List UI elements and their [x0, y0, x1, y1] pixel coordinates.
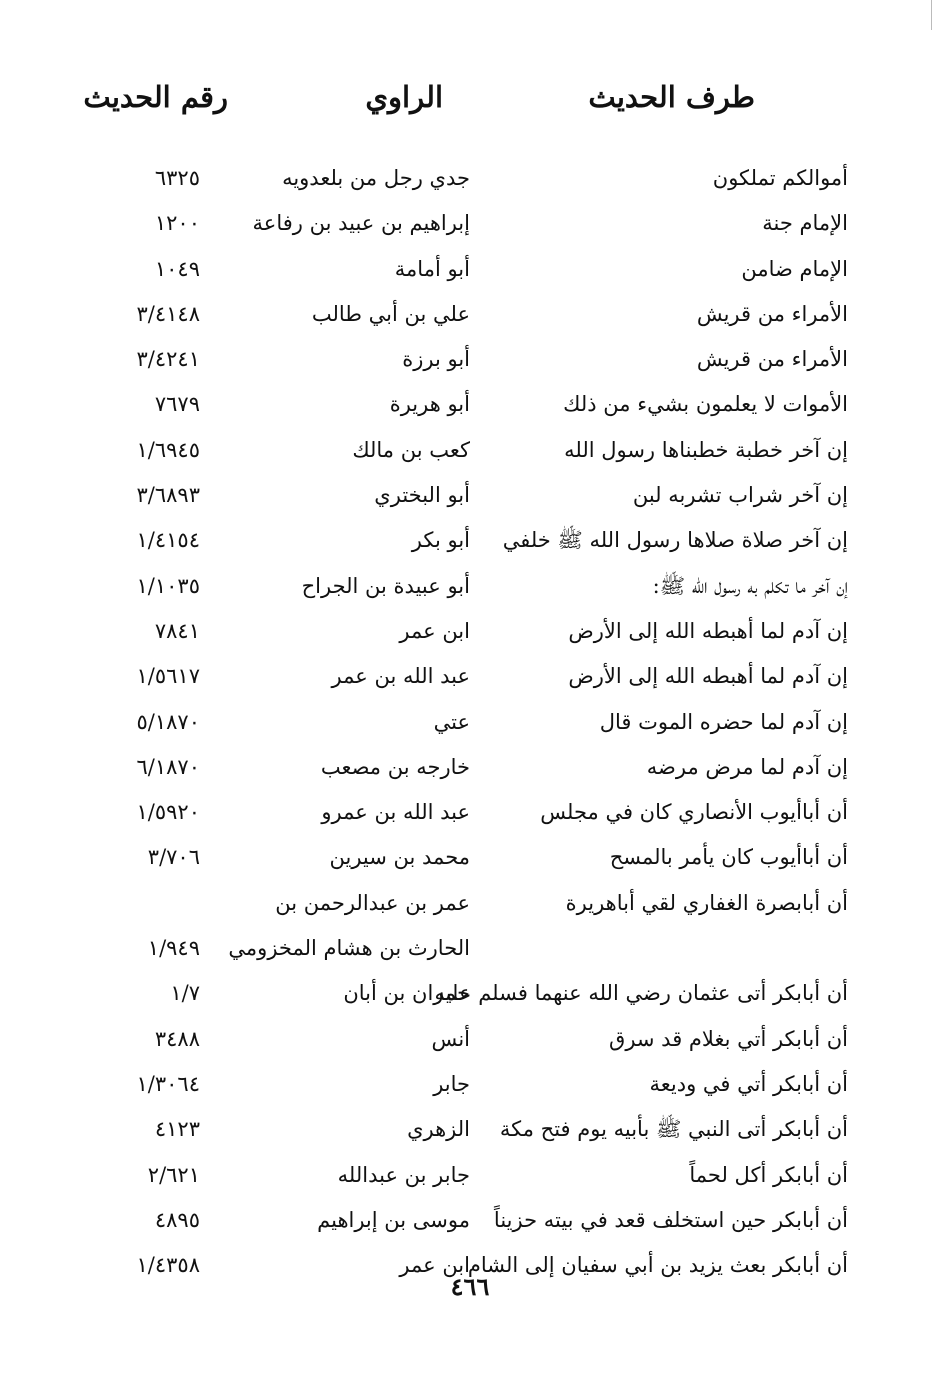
narrator-name: أبو بكر	[411, 528, 470, 553]
hadith-number: ٣/٧٠٦	[147, 845, 200, 870]
header-hadith: طرف الحديث	[588, 80, 755, 114]
hadith-number: ٣/٦٨٩٣	[136, 483, 200, 508]
hadith-text: أن أبابكر أتي في وديعة	[649, 1071, 848, 1096]
narrator-name: الحارث بن هشام المخزومي	[228, 936, 470, 961]
table-row	[0, 473, 940, 518]
narrator-name: جابر	[433, 1071, 470, 1096]
table-row	[0, 835, 940, 880]
hadith-number: ٦/١٨٧٠	[136, 754, 200, 779]
narrator-name: عمر بن عبدالرحمن بن	[275, 890, 470, 915]
narrator-name: حمران بن أبان	[343, 981, 470, 1006]
narrator-name: خارجه بن مصعب	[320, 754, 470, 779]
narrator-name: كعب بن مالك	[352, 437, 470, 462]
narrator-name: ابن عمر	[399, 1253, 470, 1278]
hadith-text: الأمراء من قريش	[696, 301, 848, 326]
narrator-name: إبراهيم بن عبيد بن رفاعة	[252, 211, 470, 236]
table-row	[0, 881, 940, 926]
table-row	[0, 790, 940, 835]
hadith-text: أن أبابكر حين استخلف قعد في بيته حزيناً	[493, 1207, 848, 1232]
table-row	[0, 609, 940, 654]
hadith-number: ٤١٢٣	[154, 1117, 200, 1142]
hadith-text: الأمراء من قريش	[696, 347, 848, 372]
narrator-name: عتي	[433, 709, 470, 734]
hadith-number: ٦٣٢٥	[154, 166, 200, 190]
hadith-text: أن أباأيوب الأنصاري كان في مجلس	[540, 800, 848, 825]
table-row	[0, 1153, 940, 1198]
hadith-text: أن أبابكر أتى عثمان رضي الله عنهما فسلم عليه	[434, 981, 848, 1006]
hadith-text: إن آدم لما أهبطه الله إلى الأرض	[568, 664, 848, 689]
table-row	[0, 1198, 940, 1243]
hadith-text: إن آخر خطبة خطبناها رسول الله	[564, 437, 848, 462]
narrator-name: أبو البختري	[374, 483, 470, 508]
narrator-name: أبو برزة	[402, 347, 470, 372]
hadith-text: إن آدم لما حضره الموت قال	[599, 709, 848, 734]
narrator-name: عبد الله بن عمرو	[321, 800, 470, 825]
hadith-number: ٢/٦٢١	[147, 1162, 200, 1187]
narrator-name: أنس	[431, 1026, 470, 1051]
table-row	[0, 1017, 940, 1062]
narrator-name: محمد بن سيرين	[329, 845, 470, 870]
hadith-text: الأموات لا يعلمون بشيء من ذلك	[563, 392, 848, 417]
table-row	[0, 564, 940, 609]
header-narrator: الراوي	[365, 80, 443, 114]
hadith-number: ١/٥٩٢٠	[136, 800, 200, 825]
narrator-name: الزهري	[407, 1117, 470, 1142]
hadith-number: ٤٨٩٥	[154, 1207, 200, 1232]
table-row	[0, 337, 940, 382]
hadith-text: إن آخر ما تكلم به رسول الله ﷺ:	[652, 573, 848, 598]
hadith-text: إن آخر صلاة صلاها رسول الله ﷺ خلفي	[502, 528, 848, 553]
hadith-text: أموالكم تملكون	[712, 166, 848, 190]
table-row	[0, 745, 940, 790]
hadith-text: أن أبابكر أتى النبي ﷺ بأبيه يوم فتح مكة	[499, 1117, 848, 1142]
hadith-number: ١/٧	[170, 981, 200, 1006]
hadith-text: الإمام ضامن	[741, 256, 848, 281]
hadith-text: إن آدم لما أهبطه الله إلى الأرض	[568, 618, 848, 643]
narrator-name: علي بن أبي طالب	[311, 301, 470, 326]
hadith-text: إن آخر شراب تشربه لبن	[632, 483, 848, 508]
table-row	[0, 700, 940, 745]
header-number: رقم الحديث	[83, 80, 228, 114]
hadith-number: ٣/٤٢٤١	[136, 347, 200, 372]
table-row	[0, 971, 940, 1016]
table-row	[0, 247, 940, 292]
page-number: ٤٦٦	[450, 1272, 490, 1301]
hadith-index-table	[0, 156, 940, 1288]
hadith-number: ١/٩٤٩	[147, 936, 200, 961]
hadith-text: أن أبابكر أكل لحماً	[689, 1162, 848, 1187]
narrator-name: جابر بن عبدالله	[337, 1162, 470, 1187]
narrator-name: جدي رجل من بلعدويه	[282, 166, 470, 190]
hadith-number: ٧٦٧٩	[154, 392, 200, 417]
narrator-name: أبو عبيدة بن الجراح	[301, 573, 470, 598]
hadith-number: ١/٦٩٤٥	[136, 437, 200, 462]
table-row	[0, 382, 940, 427]
narrator-name: عبد الله بن عمر	[331, 664, 470, 689]
hadith-number: ١/١٠٣٥	[136, 573, 200, 598]
table-row	[0, 1107, 940, 1152]
hadith-number: ١٢٠٠	[154, 211, 200, 236]
page-edge-mark	[931, 0, 940, 30]
narrator-name: ابن عمر	[399, 618, 470, 643]
table-row	[0, 1062, 940, 1107]
table-row	[0, 156, 940, 201]
hadith-text: الإمام جنة	[762, 211, 848, 236]
narrator-name: أبو أمامة	[394, 256, 470, 281]
table-row	[0, 518, 940, 563]
hadith-text: أن أبابصرة الغفاري لقي أباهريرة	[565, 890, 848, 915]
hadith-number: ١٠٤٩	[154, 256, 200, 281]
table-row	[0, 428, 940, 473]
hadith-text: أن أباأيوب كان يأمر بالمسح	[609, 845, 848, 870]
hadith-number: ١/٤١٥٤	[136, 528, 200, 553]
table-row	[0, 201, 940, 246]
hadith-number: ١/٥٦١٧	[136, 664, 200, 689]
narrator-name: موسى بن إبراهيم	[317, 1207, 470, 1232]
table-row	[0, 654, 940, 699]
hadith-number: ٣٤٨٨	[154, 1026, 200, 1051]
table-header	[0, 80, 940, 124]
hadith-number: ١/٣٠٦٤	[136, 1071, 200, 1096]
hadith-text: أن أبابكر أتي بغلام قد سرق	[609, 1026, 848, 1051]
hadith-number: ٧٨٤١	[154, 618, 200, 643]
table-row	[0, 926, 940, 971]
hadith-text: أن أبابكر بعث يزيد بن أبي سفيان إلى الشام	[467, 1253, 848, 1278]
hadith-text: إن آدم لما مرض مرضه	[646, 754, 848, 779]
table-row	[0, 292, 940, 337]
hadith-number: ١/٤٣٥٨	[136, 1253, 200, 1278]
hadith-number: ٥/١٨٧٠	[136, 709, 200, 734]
narrator-name: أبو هريرة	[389, 392, 470, 417]
hadith-number: ٣/٤١٤٨	[136, 301, 200, 326]
